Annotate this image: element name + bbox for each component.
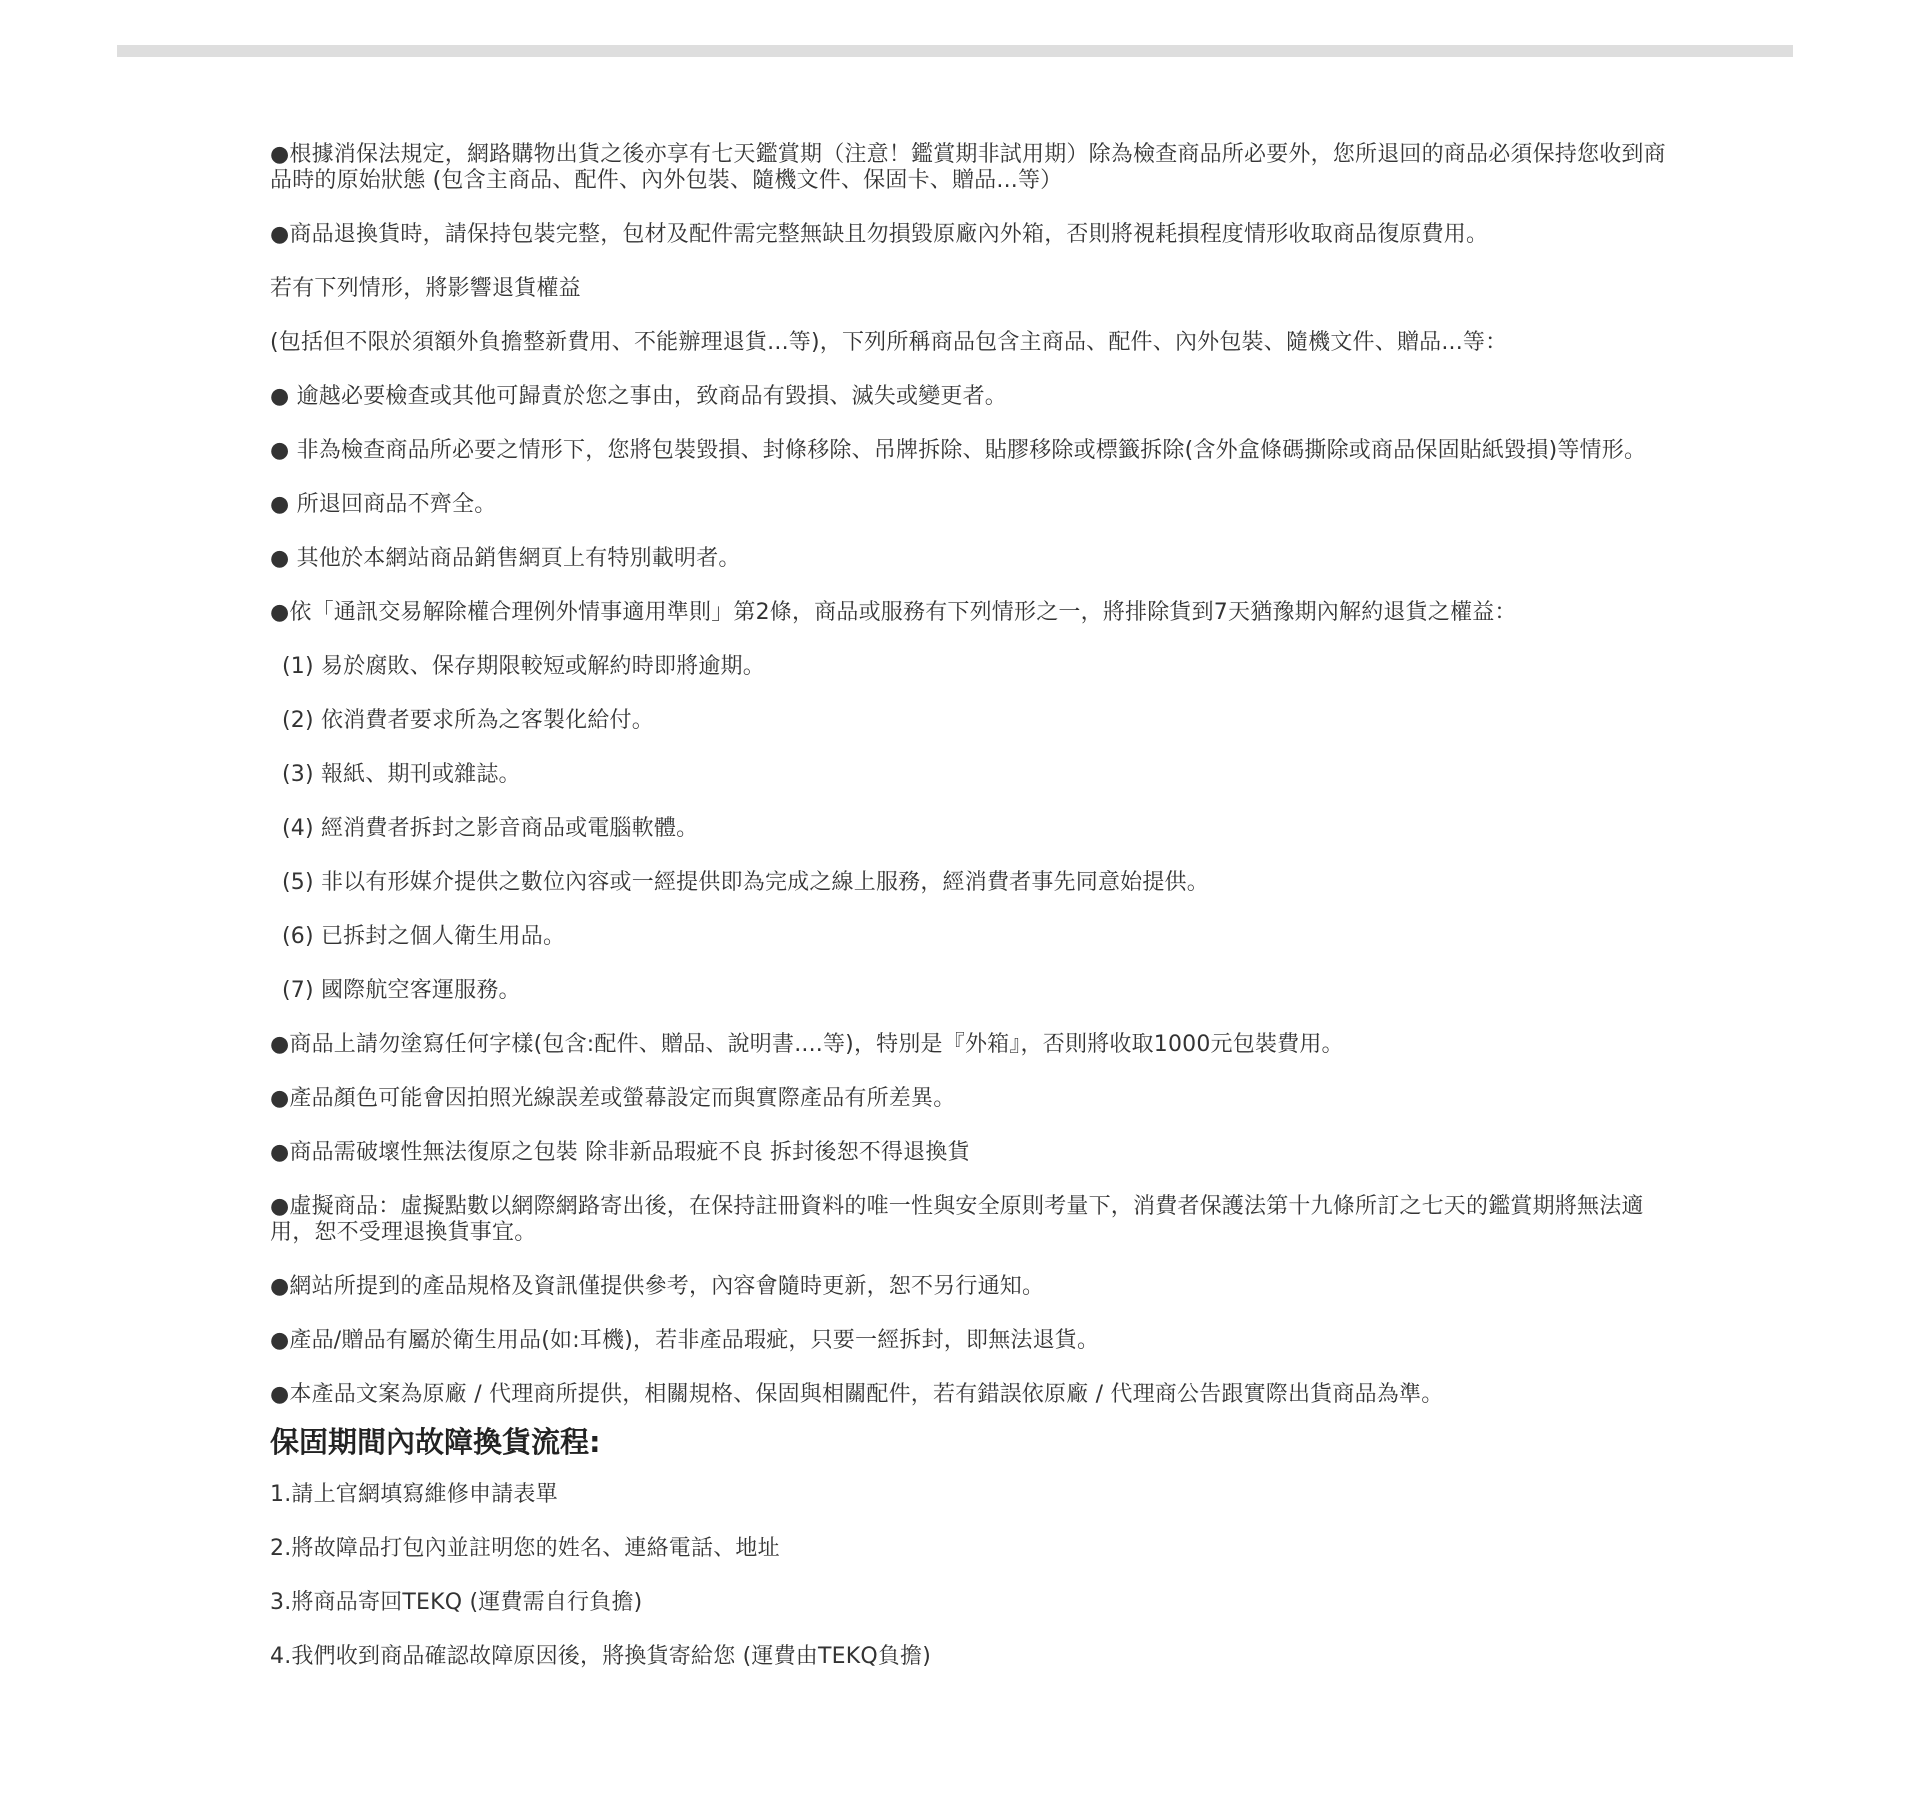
top-divider-bar [117, 45, 1793, 57]
notice-no-writing: ●商品上請勿塗寫任何字樣(包含:配件、贈品、說明書....等)，特別是『外箱』，否則將收取1000元包裝費用。 [270, 1032, 1344, 1057]
exclusion-item-2: (2) 依消費者要求所為之客製化給付。 [282, 708, 654, 733]
exclusion-item-3: (3) 報紙、期刊或雜誌。 [282, 762, 521, 787]
notice-item-incomplete: ● 所退回商品不齊全。 [270, 492, 497, 517]
notice-appreciation-period: ●根據消保法規定，網路購物出貨之後亦享有七天鑑賞期（注意！鑑賞期非試用期）除為檢查商品所必要外，您所退回的商品必須保持您收到商品時的原始狀態 (包含主商品、配件、內外包裝、隨機文件、保固卡、贈品...等） [270, 142, 1666, 193]
exclusion-item-5: (5) 非以有形媒介提供之數位內容或一經提供即為完成之線上服務，經消費者事先同意始提供。 [282, 870, 1209, 895]
notice-specs-reference: ●網站所提到的產品規格及資訊僅提供參考，內容會隨時更新，恕不另行通知。 [270, 1274, 1045, 1299]
notice-packaging-intact: ●商品退換貨時，請保持包裝完整，包材及配件需完整無缺且勿損毀原廠內外箱，否則將視耗損程度情形收取商品復原費用。 [270, 222, 1489, 247]
exclusion-item-4: (4) 經消費者拆封之影音商品或電腦軟體。 [282, 816, 699, 841]
notice-manufacturer-copy: ●本產品文案為原廠 / 代理商所提供，相關規格、保固與相關配件，若有錯誤依原廠 / 代理商公告跟實際出貨商品為準。 [270, 1382, 1444, 1407]
notice-exclusion-rule: ●依「通訊交易解除權合理例外情事適用準則」第2條，商品或服務有下列情形之一，將排除貨到7天猶豫期內解約退貨之權益： [270, 600, 1517, 625]
exclusion-item-1: (1) 易於腐敗、保存期限較短或解約時即將逾期。 [282, 654, 765, 679]
warranty-step-3: 3.將商品寄回TEKQ (運費需自行負擔) [270, 1590, 643, 1615]
notice-including-not-limited: (包括但不限於須額外負擔整新費用、不能辦理退貨...等)，下列所稱商品包含主商品、配件、內外包裝、隨機文件、贈品...等： [270, 330, 1508, 355]
notice-destructive-packaging: ●商品需破壞性無法復原之包裝 除非新品瑕疵不良 拆封後恕不得退換貨 [270, 1140, 970, 1165]
notice-item-beyond-inspection: ● 逾越必要檢查或其他可歸責於您之事由，致商品有毀損、滅失或變更者。 [270, 384, 1007, 409]
warranty-step-2: 2.將故障品打包內並註明您的姓名、連絡電話、地址 [270, 1536, 780, 1561]
notice-hygiene-products: ●產品/贈品有屬於衛生用品(如:耳機)，若非產品瑕疵，只要一經拆封，即無法退貨。 [270, 1328, 1100, 1353]
notice-item-packaging-damaged: ● 非為檢查商品所必要之情形下，您將包裝毀損、封條移除、吊牌拆除、貼膠移除或標籤拆除(含外盒條碼撕除或商品保固貼紙毀損)等情形。 [270, 438, 1647, 463]
warranty-heading: 保固期間內故障換貨流程: [270, 1425, 601, 1459]
exclusion-item-6: (6) 已拆封之個人衛生用品。 [282, 924, 566, 949]
notice-color-difference: ●產品顏色可能會因拍照光線誤差或螢幕設定而與實際產品有所差異。 [270, 1086, 956, 1111]
warranty-step-4: 4.我們收到商品確認故障原因後，將換貨寄給您 (運費由TEKQ負擔) [270, 1644, 932, 1669]
notice-affects-return-rights: 若有下列情形，將影響退貨權益 [270, 276, 581, 301]
notice-virtual-goods: ●虛擬商品：虛擬點數以網際網路寄出後，在保持註冊資料的唯一性與安全原則考量下，消費者保護法第十九條所訂之七天的鑑賞期將無法適用，恕不受理退換貨事宜。 [270, 1194, 1644, 1245]
notice-item-other-specified: ● 其他於本網站商品銷售網頁上有特別載明者。 [270, 546, 741, 571]
warranty-step-1: 1.請上官網填寫維修申請表單 [270, 1482, 558, 1507]
return-policy-content [270, 142, 1680, 1698]
exclusion-item-7: (7) 國際航空客運服務。 [282, 978, 521, 1003]
